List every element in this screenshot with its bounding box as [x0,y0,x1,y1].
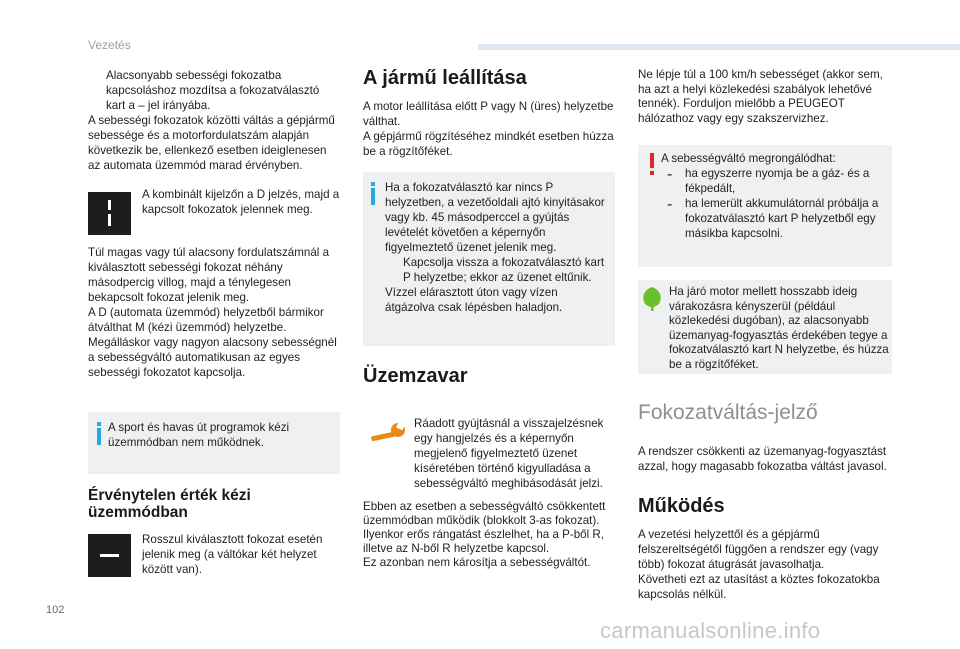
dash-glyph: - [667,166,673,183]
paragraph: A kombinált kijelzőn a D jelzés, majd a kapcsolt fokozatok jelennek meg. [142,188,340,216]
paragraph: Ráadott gyújtásnál a visszajelzésnek egy hangjelzés és a képernyőn megjelenő figyelmeztető üzenet kíséretében történő kigyulladása a sebességváltó meghibásodását jelzi. [414,417,604,490]
warning-icon [648,153,656,175]
col2-intro [363,99,615,159]
paragraph: Túl magas vagy túl alacsony fordulatszámnál a kiválasztott sebességi fokozat néhány másodpercig villog, majd a ténylegesen bekapcsolt fokozat jelenik meg. [88,246,330,304]
bullet-glyph [385,255,403,285]
info-box [88,412,340,474]
paragraph: A sebességi fokozatok közötti váltás a gépjármű sebessége és a motorfordulatszám alapján következik be, ellenkező esetben ideiglenesen az automata üzemmód marad érvényben. [88,114,335,172]
dash-display-icon [88,534,131,577]
paragraph: Követheti ezt az utasítást a köztes fokozatokba kapcsolás nélkül. [638,573,880,601]
paragraph: A vezetési helyzettől és a gépjármű felszereltségétől függően a rendszer egy (vagy több) fokozat átugrását javasolhatja. [638,528,879,571]
paragraph: Ebben az esetben a sebességváltó csökkentett üzemmódban működik (blokkolt 3-as fokozat). Ilyenkor erős rángatást észlelhet, ha a P-ből R, illetve az N-ből R helyzetbe kapcsol. [363,500,606,555]
warning-title: A sebességváltó megrongálódhat: [661,152,836,165]
eco-text: Ha járó motor mellett hosszabb ideig várakozásra kényszerül (például közlekedési dugóban), az alacsonyabb üzemanyag-fogyasztás érdekében tegye a fokozatválasztó kart N helyzetbe, és húzza be a rögzítőféket. [669,285,889,371]
paragraph: Ne lépje túl a 100 km/h sebességet (akkor sem, ha azt a helyi közlekedési szabályok lehetővé tennék). Forduljon mielőbb a PEUGEOT hálózathoz vagy egy szakszervizhez. [638,68,883,125]
section-heading: Üzemzavar [363,365,468,387]
info-text: Vízzel elárasztott úton vagy vízen átgázolva csak lépésben haladjon. [385,286,563,314]
col1-intro [88,68,338,173]
paragraph: A D (automata üzemmód) helyzetből bármikor átválthat M (kézi üzemmód) helyzetbe. [88,306,324,334]
col2-body [363,500,619,570]
eco-box [638,280,892,374]
info-text: A sport és havas út programok kézi üzemmódban nem működnek. [108,421,290,449]
wrench-icon [368,421,406,443]
paragraph: A gépjármű rögzítéséhez mindkét esetben húzza be a rögzítőféket. [363,130,614,158]
list-item [88,68,338,113]
list-item [661,166,887,196]
list-item [661,196,887,241]
section-heading: Érvénytelen érték kézi üzemmódban [88,487,251,521]
paragraph: Alacsonyabb sebességi fokozatba kapcsoláshoz mozdítsa a fokozatválasztó kart a – jel irányába. [106,69,320,112]
paragraph: A motor leállítása előtt P vagy N (üres) helyzetbe válthat. [363,100,614,128]
warning-text: ha lemerült akkumulátornál próbálja a fokozatválasztó kart P helyzetből egy másikba kapcsolni. [685,197,879,240]
section-heading: Működés [638,495,725,517]
dash-glyph: - [667,196,673,213]
section-label: Vezetés [88,38,131,52]
col1-body [88,245,340,380]
paragraph: Ez azonban nem károsítja a sebességváltót. [363,556,591,569]
section-heading: A jármű leállítása [363,67,527,89]
gear-display-icon [88,192,131,235]
eco-leaf-icon [641,286,663,312]
info-text: Kapcsolja vissza a fokozatválasztó kart P helyzetbe; ekkor az üzenet eltűnik. [403,256,605,284]
info-icon [93,422,104,445]
paragraph: Rosszul kiválasztott fokozat esetén jelenik meg (a váltókar két helyzet között van). [142,533,323,576]
paragraph: A rendszer csökkenti az üzemanyag-fogyasztást azzal, hogy magasabb fokozatba váltást javasol. [638,445,887,473]
watermark: carmanualsonline.info [600,618,821,643]
header-bar [478,44,960,50]
info-text: Ha a fokozatválasztó kar nincs P helyzetben, a vezetőoldali ajtó kinyitásakor vagy kb. 45 másodperccel a gyújtás levételét követően a képernyőn figyelmeztető üzenet jelenik meg. [385,181,605,254]
paragraph: Megálláskor vagy nagyon alacsony sebességnél a sebességváltó automatikusan az egyes sebességi fokozatot kapcsolja. [88,336,337,379]
info-box [363,172,615,346]
page-number: 102 [46,604,65,616]
list-item [385,255,609,285]
warning-text: ha egyszerre nyomja be a gáz- és a fékpedált, [685,167,870,195]
warning-box [638,145,892,267]
bullet-glyph [88,68,106,113]
col3-body [638,527,894,602]
info-icon [367,182,378,205]
section-heading: Fokozatváltás-jelző [638,401,818,424]
